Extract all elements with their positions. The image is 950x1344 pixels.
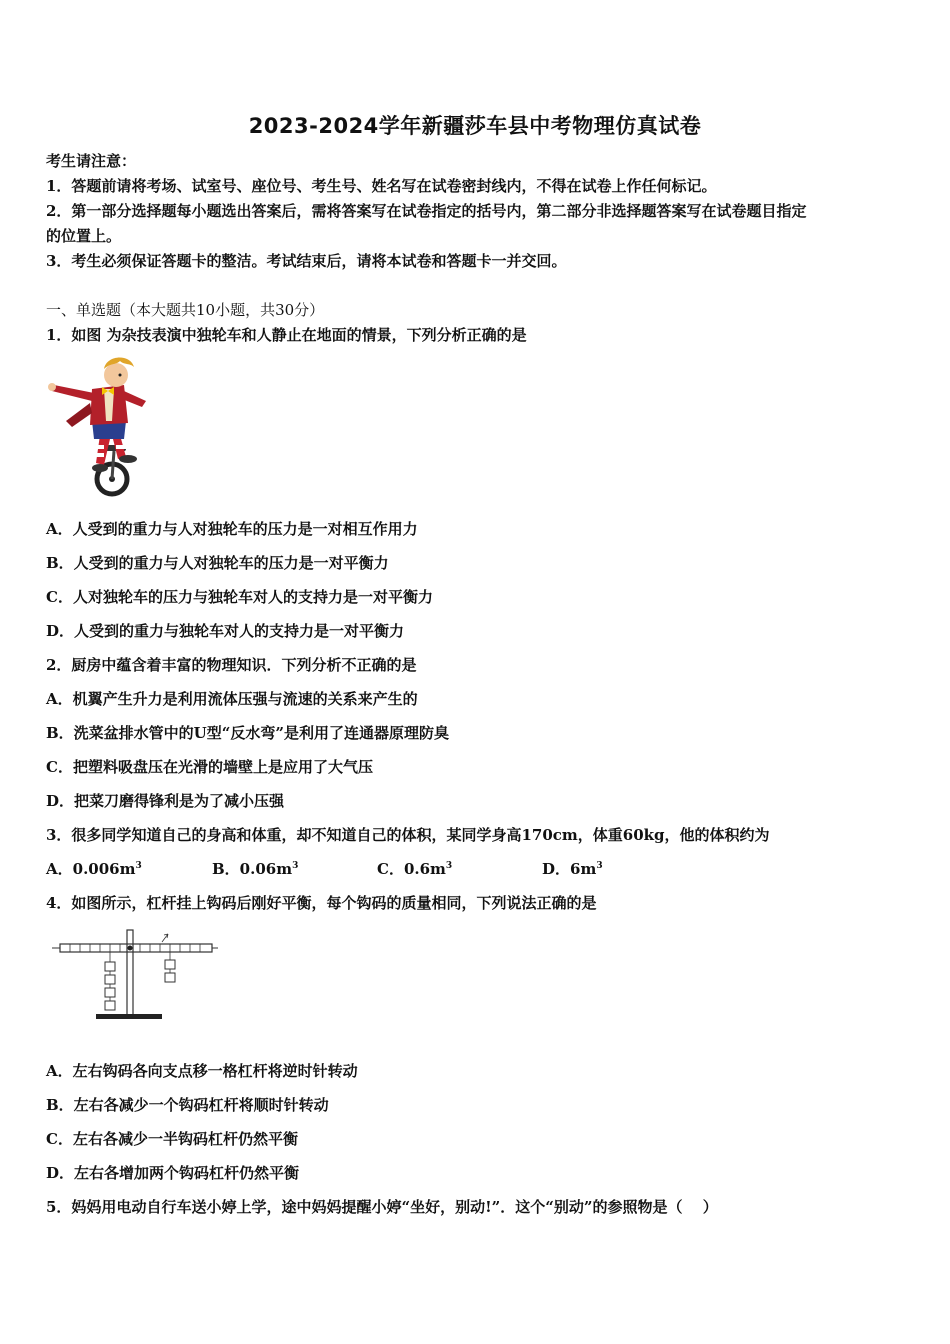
question-3-option-b: B．$0.06m^3$ (212, 860, 299, 878)
question-3-options (46, 858, 906, 880)
question-4-option-d: D．左右各增加两个钩码杠杆仍然平衡 (46, 1164, 300, 1182)
question-4-option-b: B．左右各减少一个钩码杠杆将顺时针转动 (46, 1096, 329, 1114)
section-heading: 一、单选题（本大题共10小题，共30分） (46, 301, 325, 319)
question-5-stem: 5．妈妈用电动自行车送小婷上学，途中妈妈提醒小婷“坐好，别动!”．这个“别动”的参照物是（ ） (46, 1198, 718, 1216)
question-3-stem: 3．很多同学知道自己的身高和体重，却不知道自己的体积，某同学身高170cm，体重60kg，他的体积约为 (46, 826, 770, 844)
unicycle-performer-figure (48, 355, 152, 497)
question-2-stem: 2．厨房中蕴含着丰富的物理知识．下列分析不正确的是 (46, 656, 417, 674)
notice-item: 3．考生必须保证答题卡的整洁。考试结束后，请将本试卷和答题卡一并交回。 (46, 252, 567, 270)
lever-balance-figure (50, 928, 220, 1028)
question-2-option-b: B．洗菜盆排水管中的U型“反水弯”是利用了连通器原理防臭 (46, 724, 450, 742)
question-1-option-c: C．人对独轮车的压力与独轮车对人的支持力是一对平衡力 (46, 588, 433, 606)
page-title: 2023-2024学年新疆莎车县中考物理仿真试卷 (248, 114, 702, 138)
question-1-option-a: A．人受到的重力与人对独轮车的压力是一对相互作用力 (46, 520, 418, 538)
question-4-option-c: C．左右各减少一半钩码杠杆仍然平衡 (46, 1130, 298, 1148)
question-3-option-c: C．$0.6m^3$ (377, 860, 453, 878)
question-4-stem: 4．如图所示，杠杆挂上钩码后刚好平衡，每个钩码的质量相同，下列说法正确的是 (46, 894, 597, 912)
notice-item: 2．第一部分选择题每小题选出答案后，需将答案写在试卷指定的括号内，第二部分非选择题答案写在试卷题目指定 (46, 202, 807, 220)
question-2-option-c: C．把塑料吸盘压在光滑的墙壁上是应用了大气压 (46, 758, 373, 776)
question-1-option-b: B．人受到的重力与人对独轮车的压力是一对平衡力 (46, 554, 389, 572)
question-3-option-d: D．$6m^3$ (542, 860, 603, 878)
question-2-option-a: A．机翼产生升力是利用流体压强与流速的关系来产生的 (46, 690, 418, 708)
notice-heading: 考生请注意： (46, 152, 137, 170)
notice-item: 的位置上。 (46, 227, 122, 245)
notice-item: 1．答题前请将考场、试室号、座位号、考生号、姓名写在试卷密封线内，不得在试卷上作任何标记。 (46, 177, 717, 195)
question-3-option-a: A．$0.006m^3$ (46, 860, 142, 878)
question-2-option-d: D．把菜刀磨得锋利是为了减小压强 (46, 792, 285, 810)
question-4-option-a: A．左右钩码各向支点移一格杠杆将逆时针转动 (46, 1062, 358, 1080)
question-1-stem: 1．如图 为杂技表演中独轮车和人静止在地面的情景，下列分析正确的是 (46, 326, 527, 344)
question-1-option-d: D．人受到的重力与独轮车对人的支持力是一对平衡力 (46, 622, 405, 640)
